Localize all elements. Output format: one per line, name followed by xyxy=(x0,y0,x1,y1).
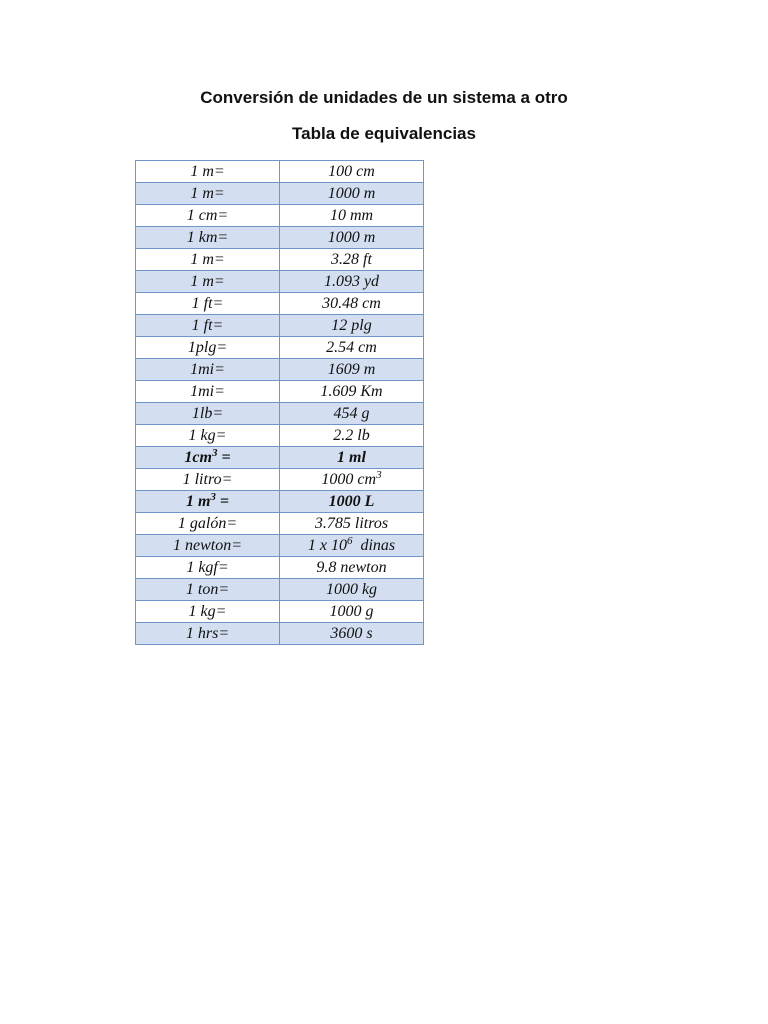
right-value: 1000 m xyxy=(327,184,376,202)
equivalent-cell xyxy=(280,491,424,513)
unit-cell xyxy=(136,403,280,425)
left-value: 1mi= xyxy=(190,382,225,400)
equivalent-cell xyxy=(280,293,424,315)
left-value: 1 litro= xyxy=(182,470,233,488)
unit-cell xyxy=(136,337,280,359)
table-subtitle: Tabla de equivalencias xyxy=(292,124,476,143)
unit-cell xyxy=(136,315,280,337)
right-value: 1000 m xyxy=(327,228,376,246)
left-value: 1lb= xyxy=(191,404,224,422)
left-value: 1 cm= xyxy=(186,206,229,224)
unit-cell xyxy=(136,601,280,623)
table-row xyxy=(136,425,424,447)
left-value: 1 ton= xyxy=(185,580,230,598)
left-value: 1 m xyxy=(185,492,211,510)
left-value: 1 hrs= xyxy=(185,624,230,642)
right-value: 1000 cm xyxy=(321,470,377,488)
table-row xyxy=(136,381,424,403)
right-value: 2.2 lb xyxy=(333,426,370,444)
right-value: 30.48 cm xyxy=(322,294,381,312)
equivalent-cell xyxy=(280,513,424,535)
equivalent-cell xyxy=(280,579,424,601)
table-row xyxy=(136,535,424,557)
left-value: 1 kg= xyxy=(188,602,227,620)
left-value: 1mi= xyxy=(190,360,225,378)
right-value: 1000 kg xyxy=(325,580,378,598)
left-value: 1 km= xyxy=(186,228,229,246)
equivalent-cell xyxy=(280,359,424,381)
exponent: 3 xyxy=(376,468,382,481)
left-value: 1 ft= xyxy=(191,316,224,334)
left-value: 1 kg= xyxy=(188,426,227,444)
unit-cell xyxy=(136,381,280,403)
equivalent-cell xyxy=(280,227,424,249)
table-row xyxy=(136,161,424,183)
left-value: 1 m= xyxy=(190,250,225,268)
unit-cell xyxy=(136,447,280,469)
table-row xyxy=(136,601,424,623)
equivalence-table xyxy=(135,160,424,645)
left-value: 1cm xyxy=(184,448,212,466)
equivalent-cell xyxy=(280,447,424,469)
unit-cell xyxy=(136,557,280,579)
equivalent-cell xyxy=(280,425,424,447)
right-value: 1.609 Km xyxy=(320,382,383,400)
right-value-suffix: dinas xyxy=(352,536,396,554)
right-value: 3.785 litros xyxy=(314,514,389,532)
unit-cell xyxy=(136,205,280,227)
equivalent-cell xyxy=(280,271,424,293)
left-value: 1 newton= xyxy=(172,536,242,554)
right-value: 1000 g xyxy=(329,602,374,620)
equivalent-cell xyxy=(280,403,424,425)
table-row xyxy=(136,337,424,359)
right-value: 454 g xyxy=(333,404,370,422)
unit-cell xyxy=(136,579,280,601)
page-title: Conversión de unidades de un sistema a otro xyxy=(200,88,568,107)
table-row xyxy=(136,249,424,271)
right-value: 1000 L xyxy=(328,492,375,510)
table-row xyxy=(136,403,424,425)
right-value: 1 ml xyxy=(337,448,366,466)
equivalent-cell xyxy=(280,315,424,337)
table-row xyxy=(136,557,424,579)
unit-cell xyxy=(136,359,280,381)
equivalent-cell xyxy=(280,249,424,271)
table-row xyxy=(136,623,424,645)
right-value: 12 plg xyxy=(331,316,372,334)
exponent: 6 xyxy=(346,534,353,547)
equivalence-table-body xyxy=(136,161,424,645)
left-value: 1plg= xyxy=(187,338,228,356)
equivalent-cell xyxy=(280,161,424,183)
left-value-suffix: = xyxy=(217,448,231,466)
table-row xyxy=(136,293,424,315)
right-value: 3.28 ft xyxy=(331,250,372,268)
unit-cell xyxy=(136,513,280,535)
equivalent-cell xyxy=(280,183,424,205)
table-row xyxy=(136,359,424,381)
equivalent-cell xyxy=(280,205,424,227)
unit-cell xyxy=(136,469,280,491)
table-row xyxy=(136,183,424,205)
table-row xyxy=(136,579,424,601)
exponent: 3 xyxy=(211,446,218,459)
right-value: 10 mm xyxy=(329,206,374,224)
table-row xyxy=(136,513,424,535)
left-value: 1 galón= xyxy=(177,514,238,532)
table-row xyxy=(136,491,424,513)
right-value: 1609 m xyxy=(327,360,376,378)
equivalent-cell xyxy=(280,337,424,359)
equivalent-cell xyxy=(280,535,424,557)
unit-cell xyxy=(136,183,280,205)
equivalent-cell xyxy=(280,601,424,623)
unit-cell xyxy=(136,623,280,645)
left-value: 1 m= xyxy=(190,184,225,202)
unit-cell xyxy=(136,491,280,513)
unit-cell xyxy=(136,249,280,271)
unit-cell xyxy=(136,161,280,183)
unit-cell xyxy=(136,293,280,315)
equivalent-cell xyxy=(280,557,424,579)
left-value: 1 m= xyxy=(190,162,225,180)
right-value: 1.093 yd xyxy=(323,272,380,290)
table-row xyxy=(136,271,424,293)
table-row xyxy=(136,469,424,491)
right-value: 2.54 cm xyxy=(326,338,377,356)
unit-cell xyxy=(136,535,280,557)
unit-cell xyxy=(136,425,280,447)
equivalent-cell xyxy=(280,381,424,403)
table-row xyxy=(136,227,424,249)
right-value: 3600 s xyxy=(330,624,373,642)
right-value: 100 cm xyxy=(328,162,375,180)
equivalent-cell xyxy=(280,623,424,645)
left-value: 1 ft= xyxy=(191,294,224,312)
right-value: 1 x 10 xyxy=(307,536,347,554)
exponent: 3 xyxy=(210,490,216,503)
left-value-suffix: = xyxy=(215,492,230,510)
unit-cell xyxy=(136,271,280,293)
left-value: 1 m= xyxy=(190,272,225,290)
unit-cell xyxy=(136,227,280,249)
table-row xyxy=(136,447,424,469)
table-row xyxy=(136,315,424,337)
left-value: 1 kgf= xyxy=(186,558,229,576)
equivalent-cell xyxy=(280,469,424,491)
right-value: 9.8 newton xyxy=(316,558,387,576)
table-row xyxy=(136,205,424,227)
